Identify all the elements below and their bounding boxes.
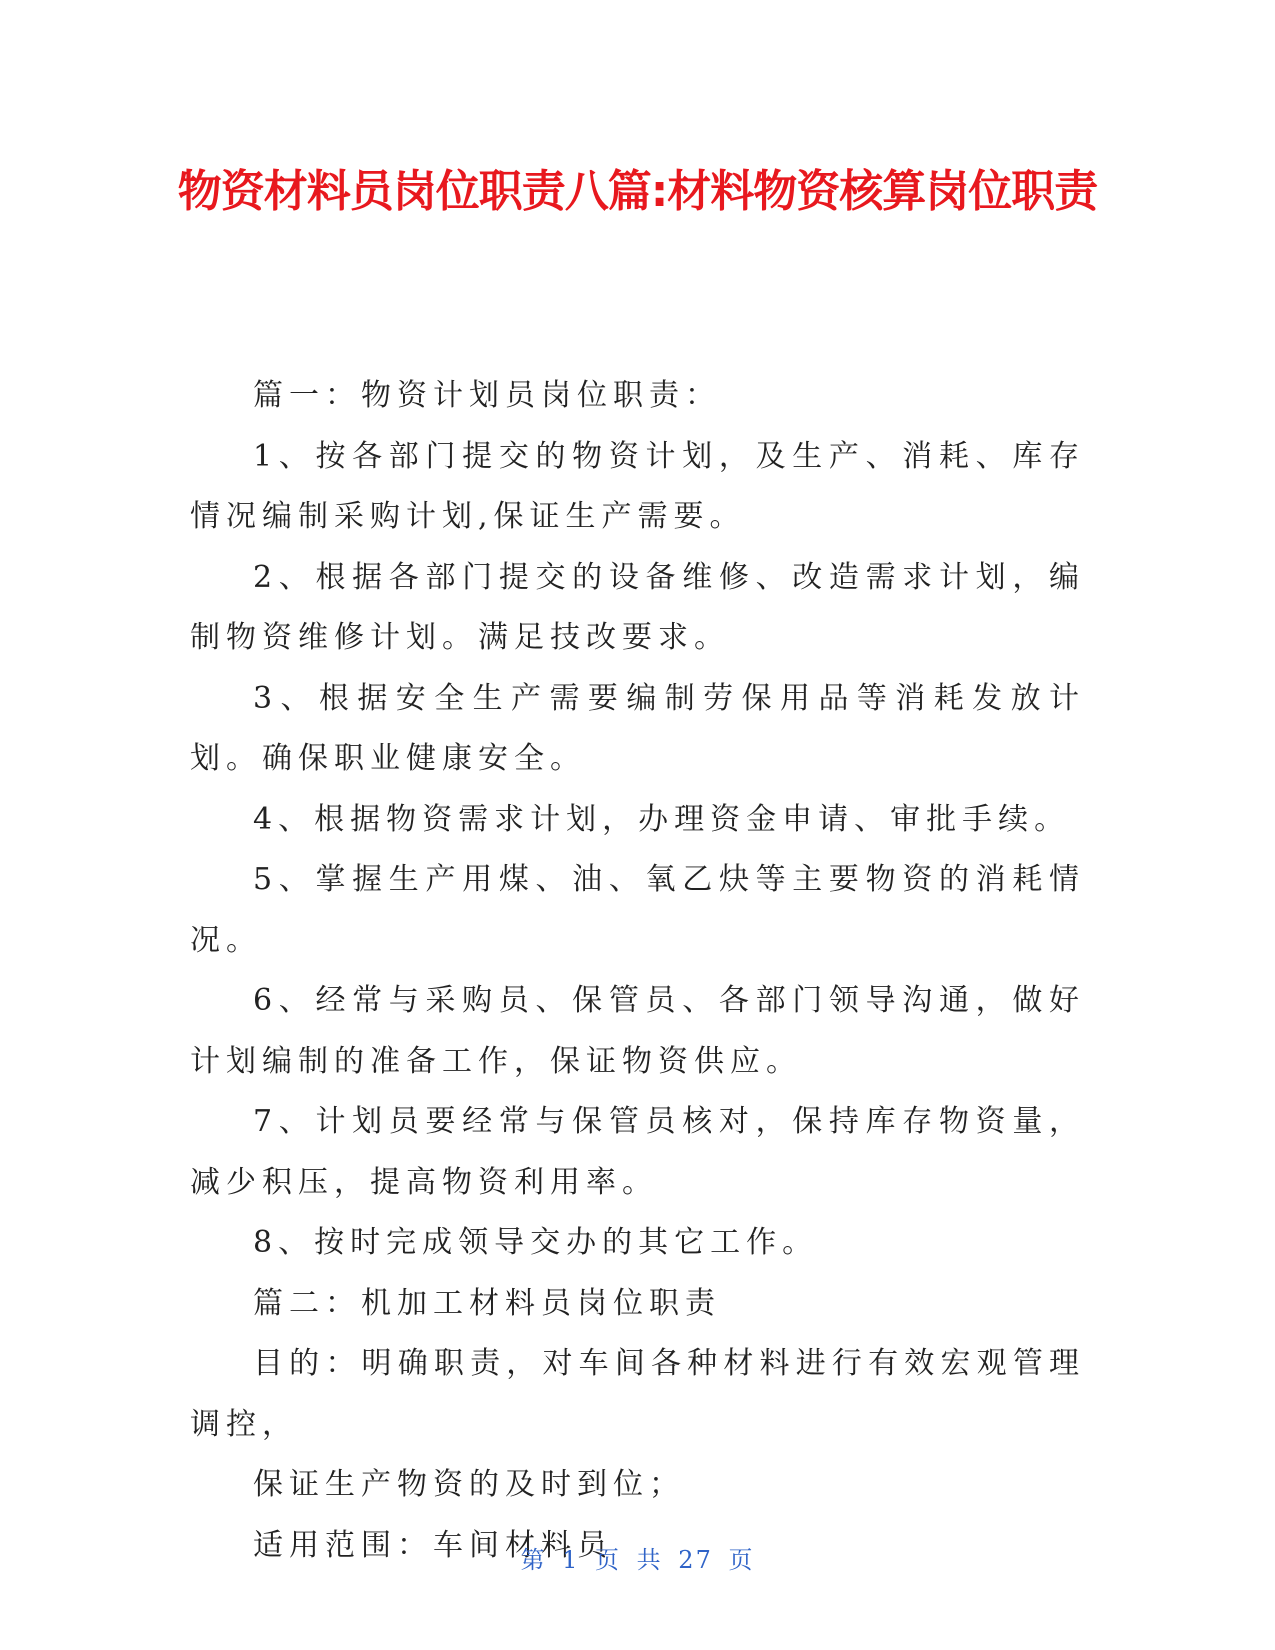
- document-title: 物资材料员岗位职责八篇:材料物资核算岗位职责: [177, 166, 1098, 217]
- paragraph: 适用范围：车间材料员: [253, 1527, 613, 1563]
- paragraph: 4、根据物资需求计划，办理资金申请、审批手续。: [253, 801, 1071, 837]
- page-number-footer: 第 1 页 共 27 页: [520, 1546, 755, 1574]
- paragraph: 8、按时完成领导交办的其它工作。: [253, 1225, 819, 1260]
- section-heading: 篇二：机加工材料员岗位职责: [253, 1285, 721, 1321]
- paragraph: 5、掌握生产用煤、油、氧乙炔等主要物资的消耗情况。: [190, 862, 1085, 958]
- paragraph: 保证生产物资的及时到位；: [253, 1467, 685, 1502]
- paragraph: 2、根据各部门提交的设备维修、改造需求计划，编制物资维修计划。满足技改要求。: [190, 559, 1085, 655]
- paragraph: 6、经常与采购员、保管员、各部门领导沟通，做好计划编制的准备工作，保证物资供应。: [190, 983, 1085, 1079]
- paragraph: 3、根据安全生产需要编制劳保用品等消耗发放计划。确保职业健康安全。: [190, 680, 1085, 776]
- paragraph: 目的：明确职责，对车间各种材料进行有效宏观管理调控，: [190, 1346, 1085, 1442]
- paragraph: 7、计划员要经常与保管员核对，保持库存物资量，减少积压，提高物资利用率。: [190, 1104, 1085, 1200]
- document-body: [190, 366, 1085, 1576]
- paragraph: 1、按各部门提交的物资计划，及生产、消耗、库存情况编制采购计划,保证生产需要。: [190, 438, 1085, 534]
- section-heading: 篇一：物资计划员岗位职责：: [253, 378, 721, 413]
